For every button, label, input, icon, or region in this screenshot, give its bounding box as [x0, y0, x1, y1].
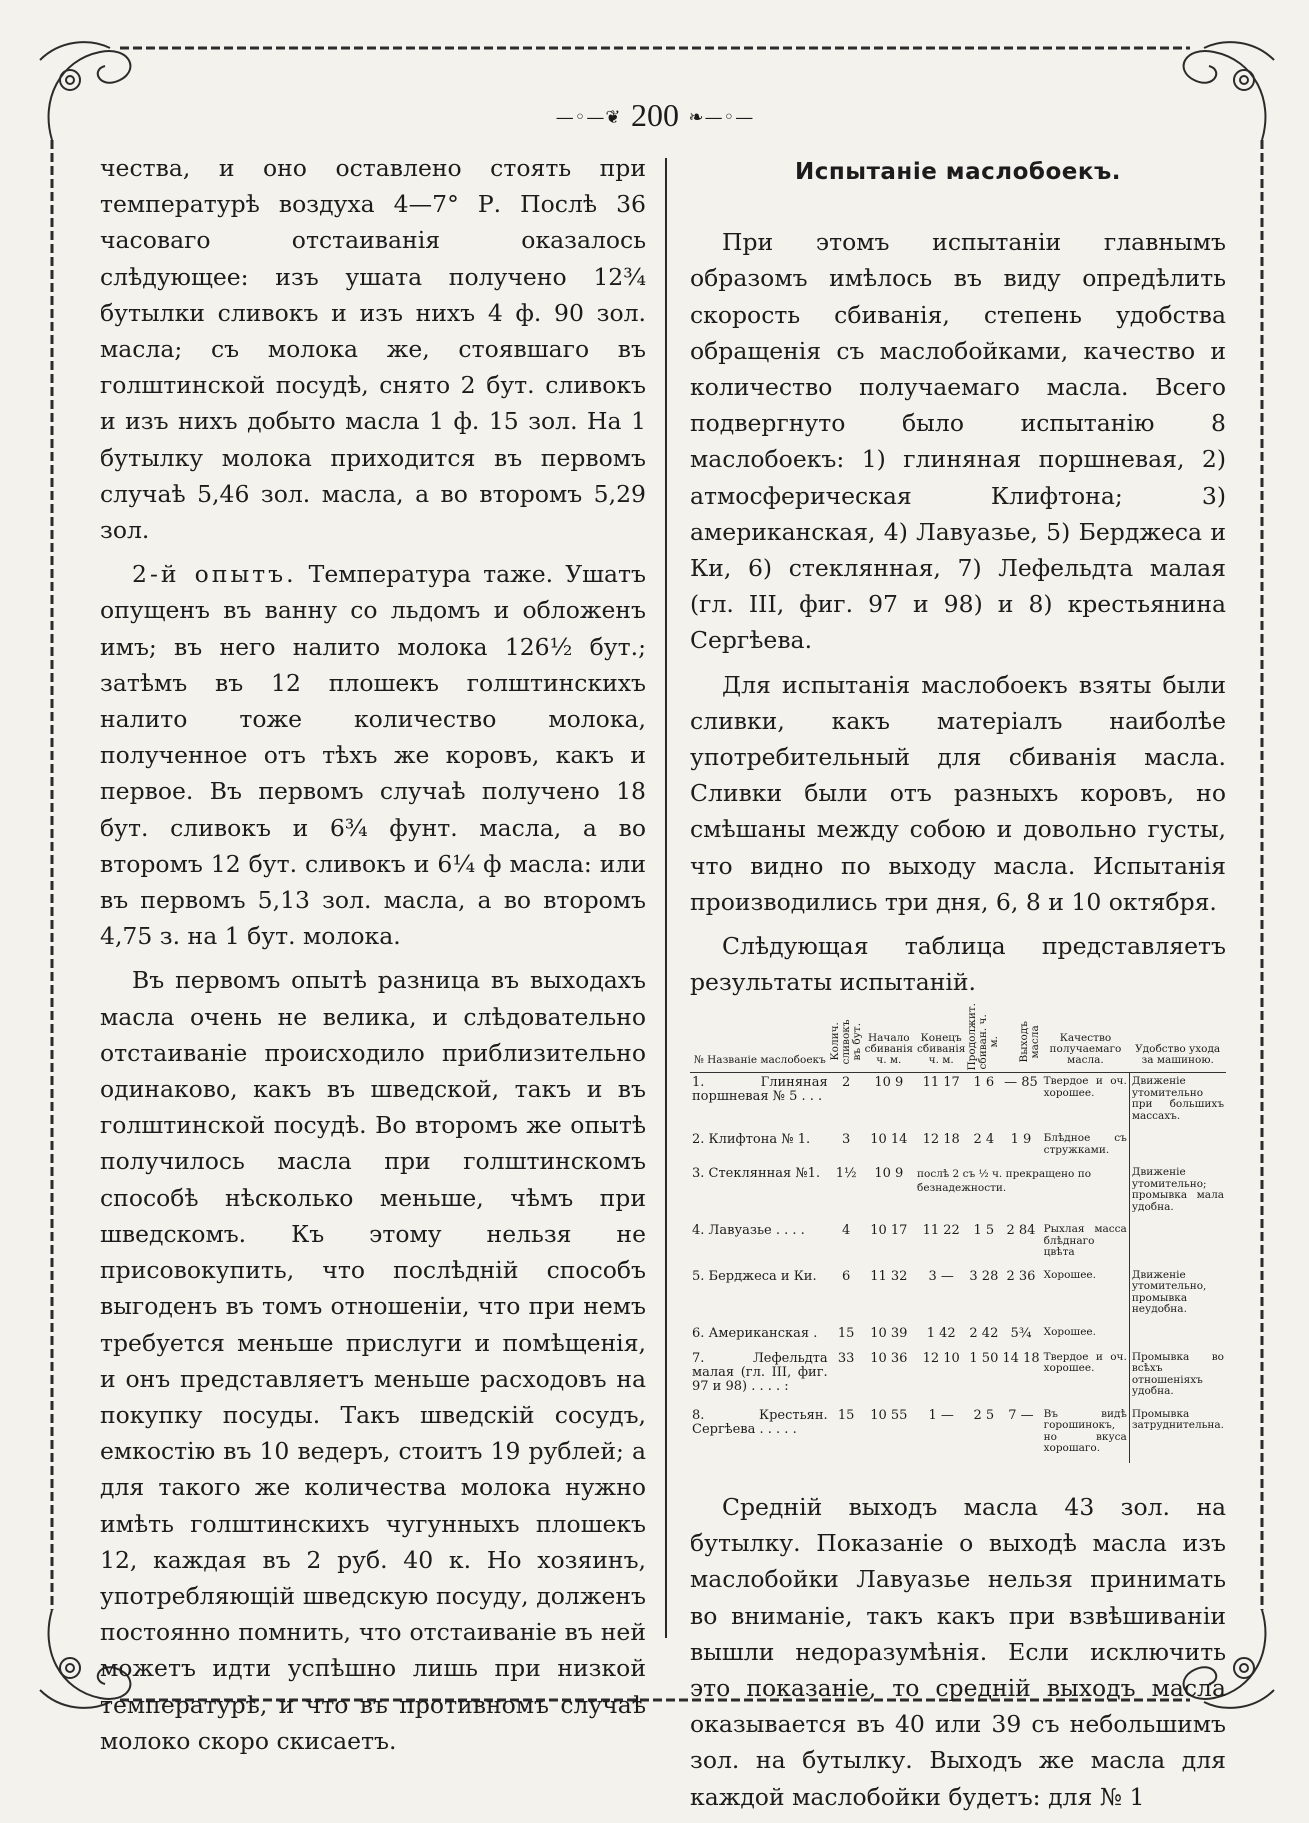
cell-name: 8. Крестьян. Сергѣева . . . . . — [692, 1407, 828, 1437]
cell-duration: 2 5 — [973, 1407, 995, 1423]
cell-start: 10 9 — [874, 1075, 904, 1091]
cell-duration: 1 50 — [969, 1350, 999, 1366]
cell-end: 12 18 — [922, 1132, 960, 1148]
cell-quality: Хорошее. — [1043, 1325, 1096, 1338]
cell-care: Движеніе утомительно, промывка неудобна. — [1129, 1267, 1226, 1324]
header-duration: Продолжит. сбиван. ч. м. — [966, 1003, 1001, 1071]
cell-end: 3 — — [928, 1268, 954, 1284]
table-row — [690, 1267, 1226, 1324]
right-paragraph-4: Средній выходъ масла 43 зол. на бутылку. Показаніе о выходѣ масла изъ маслобойки Лавуазье нельзя принимать во вниманіе, такъ какъ при взвѣшиваніи вышли недоразумѣнія. Если исключить это показаніе, то средній выходъ масла оказывается въ 40 или 39 съ небольшимъ зол. на бутылку. Выходъ же масла для каждой маслобойки будетъ: для № 1 — [690, 1492, 1226, 1811]
cell-quality: Твердое и оч. хорошее. — [1043, 1075, 1127, 1099]
cell-quality: Блѣдное съ стружками. — [1043, 1132, 1127, 1156]
cell-qty: 15 — [837, 1407, 855, 1423]
header-start: Начало сбиванія ч. м. — [863, 1010, 915, 1073]
cell-care — [1129, 1324, 1226, 1349]
cell-start: 10 36 — [870, 1350, 908, 1366]
cell-name: 4. Лавуазье . . . . — [692, 1223, 805, 1239]
right-ornament: ❧—◦— — [688, 107, 755, 128]
cell-qty: 15 — [837, 1325, 855, 1341]
left-ornament: —◦—❦ — [555, 107, 622, 128]
cell-end: 12 10 — [922, 1350, 960, 1366]
column-divider — [665, 158, 667, 1638]
cell-end: 1 42 — [926, 1325, 956, 1341]
cell-qty: 3 — [842, 1132, 851, 1148]
cell-yield: 7 — — [1008, 1407, 1034, 1423]
left-paragraph-3: Въ первомъ опытѣ разница въ выходахъ масла очень не велика, и слѣдовательно отстаиваніе происходило приблизительно одинаково, какъ въ шведской, такъ и въ голштинской посудѣ. Во второмъ же опытѣ получилось масла при голштинскомъ способѣ нѣсколько меньше, чѣмъ при шведскомъ. Къ этому нельзя не присовокупить, что послѣдній способъ выгоденъ въ томъ отношеніи, что при немъ требуется меньше прислуги и помѣщенія, и онъ представляетъ меньше расходовъ на покупку посуды. Такъ шведскій сосудъ, емкостію въ 10 ведеръ, стоитъ 19 рублей; а для такого же количества молока нужно имѣть голштинскихъ чугунныхъ плошекъ 12, каждая въ 2 руб. 40 к. Но хозяинъ, употребляющій шведскую посуду, долженъ постоянно помнить, что отстаиваніе въ ней можетъ идти успѣшно лишь при низкой температурѣ, и что въ противномъ случаѣ молоко скоро скисаетъ. — [100, 966, 646, 1755]
cell-start: 11 32 — [870, 1268, 908, 1284]
cell-duration: 3 28 — [969, 1268, 999, 1284]
cell-yield: 2 84 — [1006, 1223, 1036, 1239]
header-quality: Качество получаемаго масла. — [1042, 1010, 1130, 1073]
right-paragraph-3: Слѣдующая таблица представляетъ результаты испытаній. — [690, 932, 1226, 997]
cell-care: Движеніе утомительно при большихъ массахъ. — [1129, 1073, 1226, 1131]
left-column — [100, 150, 646, 1767]
cell-yield: 2 36 — [1006, 1268, 1036, 1284]
cell-duration: 2 42 — [969, 1325, 999, 1341]
cell-end: послѣ 2 съ ½ ч. прекращено по безнадежности. — [917, 1168, 1092, 1195]
cell-name: 3. Стеклянная №1. — [692, 1166, 821, 1182]
table-row — [690, 1164, 1226, 1221]
cell-quality: Хорошее. — [1043, 1268, 1096, 1281]
cell-yield: — 85 — [1004, 1075, 1038, 1091]
cell-name: 2. Клифтона № 1. — [692, 1132, 811, 1148]
table-row — [690, 1324, 1226, 1349]
cell-quality: Твердое и оч. хорошее. — [1043, 1350, 1127, 1375]
cell-end: 11 17 — [922, 1075, 960, 1091]
cell-yield: 5¾ — [1010, 1325, 1032, 1341]
right-paragraph-2: Для испытанія маслобоекъ взяты были сливки, какъ матеріалъ наиболѣе употребительный для сбиванія масла. Сливки были отъ разныхъ коровъ, но смѣшаны между собою и довольно густы, что видно по выходу масла. Испытанія производились три дня, 6, 8 и 10 октября. — [690, 670, 1226, 916]
cell-start: 10 39 — [870, 1325, 908, 1341]
section-title: Испытаніе маслобоекъ. — [795, 159, 1121, 185]
right-column — [690, 150, 1226, 1823]
cell-care: Промывка во всѣхъ отношеніяхъ удобна. — [1129, 1349, 1226, 1406]
left-paragraph-2-text: Температура таже. Ушатъ опущенъ въ ванну со льдомъ и обложенъ имъ; въ него налито молока 126½ бут.; затѣмъ въ 12 плошекъ голштинскихъ налито тоже количество молока, полученное отъ тѣхъ же коровъ, какъ и первое. Въ первомъ случаѣ получено 18 бут. сливокъ и 6¾ фунт. масла, а во второмъ 12 бут. сливокъ и 6¼ ф масла: или въ первомъ 5,13 зол. масла, а во второмъ 4,75 з. на 1 бут. молока. — [100, 560, 646, 951]
table-header-row — [690, 1010, 1226, 1073]
right-paragraph-1: При этомъ испытаніи главнымъ образомъ имѣлось въ виду опредѣлить скорость сбиванія, степень удобства обращенія съ маслобойками, качество и количество получаемаго масла. Всего подвергнуто было испытанію 8 маслобоекъ: 1) глиняная поршневая, 2) атмосферическая Клифтона; 3) американская, 4) Лавуазье, 5) Берджеса и Ки, 6) стеклянная, 7) Лефельдта малая (гл. III, фиг. 97 и 98) и 8) крестьянина Сергѣева. — [690, 228, 1226, 655]
header-care: Удобство ухода за машиною. — [1129, 1010, 1226, 1073]
cell-care: Промывка затруднительна. — [1129, 1406, 1226, 1463]
cell-end: 11 22 — [922, 1223, 960, 1239]
cell-name: 6. Американская . — [692, 1325, 818, 1341]
cell-quality: Въ видѣ горошинокъ, но вкуса хорошаго. — [1043, 1407, 1127, 1455]
cell-start: 10 9 — [874, 1166, 904, 1182]
page-number: 200 — [631, 97, 679, 133]
cell-duration: 1 6 — [973, 1075, 995, 1091]
header-end: Конецъ сбиванія ч. м. — [915, 1010, 967, 1073]
table-row — [690, 1221, 1226, 1267]
cell-name: 7. Лефельдта малая (гл. III, фиг. 97 и 98) . . . . : — [692, 1350, 828, 1394]
cell-yield: 14 18 — [1002, 1350, 1040, 1366]
cell-qty: 1½ — [835, 1166, 857, 1182]
cell-start: 10 55 — [870, 1407, 908, 1423]
cell-care — [1129, 1130, 1226, 1164]
results-table — [690, 1003, 1226, 1463]
left-paragraph-1: чества, и оно оставлено стоять при температурѣ воздуха 4—7° Р. Послѣ 36 часоваго отстаиванія оказалось слѣдующее: изъ ушата получено 12¾ бутылки сливокъ и изъ нихъ 4 ф. 90 зол. масла; съ молока же, стоявшаго въ голштинской посудѣ, снято 2 бут. сливокъ и изъ нихъ добыто масла 1 ф. 15 зол. На 1 бутылку молока приходится въ первомъ случаѣ 5,46 зол. масла, а во второмъ 5,29 зол. — [100, 154, 646, 545]
cell-yield: 1 9 — [1010, 1132, 1032, 1148]
experiment-label: 2-й опытъ. — [132, 560, 297, 589]
cell-care — [1129, 1221, 1226, 1267]
table-row — [690, 1130, 1226, 1164]
cell-qty: 4 — [842, 1223, 851, 1239]
cell-care: Движеніе утомительно; промывка мала удобна. — [1129, 1164, 1226, 1221]
cell-duration: 2 4 — [973, 1132, 995, 1148]
cell-end: 1 — — [928, 1407, 954, 1423]
cell-qty: 6 — [842, 1268, 851, 1284]
left-paragraph-2 — [100, 556, 646, 954]
cell-qty: 2 — [842, 1075, 851, 1091]
cell-name: 1. Глиняная поршневая № 5 . . . — [692, 1075, 828, 1105]
header-yield: Выходъ масла — [1000, 1010, 1041, 1073]
cell-quality: Рыхлая масса блѣднаго цвѣта — [1043, 1223, 1127, 1259]
table-row — [690, 1406, 1226, 1463]
header-name: № Названіе маслобоекъ — [690, 1010, 830, 1073]
table-row — [690, 1073, 1226, 1131]
page-number-header — [470, 98, 840, 135]
table-body — [690, 1073, 1226, 1463]
cell-start: 10 14 — [870, 1132, 908, 1148]
table-row — [690, 1349, 1226, 1406]
cell-qty: 33 — [837, 1350, 855, 1366]
cell-start: 10 17 — [870, 1223, 908, 1239]
header-qty: Колич. сливокъ въ бут. — [830, 1010, 863, 1073]
cell-duration: 1 5 — [973, 1223, 995, 1239]
cell-name: 5. Берджеса и Ки. — [692, 1268, 817, 1284]
